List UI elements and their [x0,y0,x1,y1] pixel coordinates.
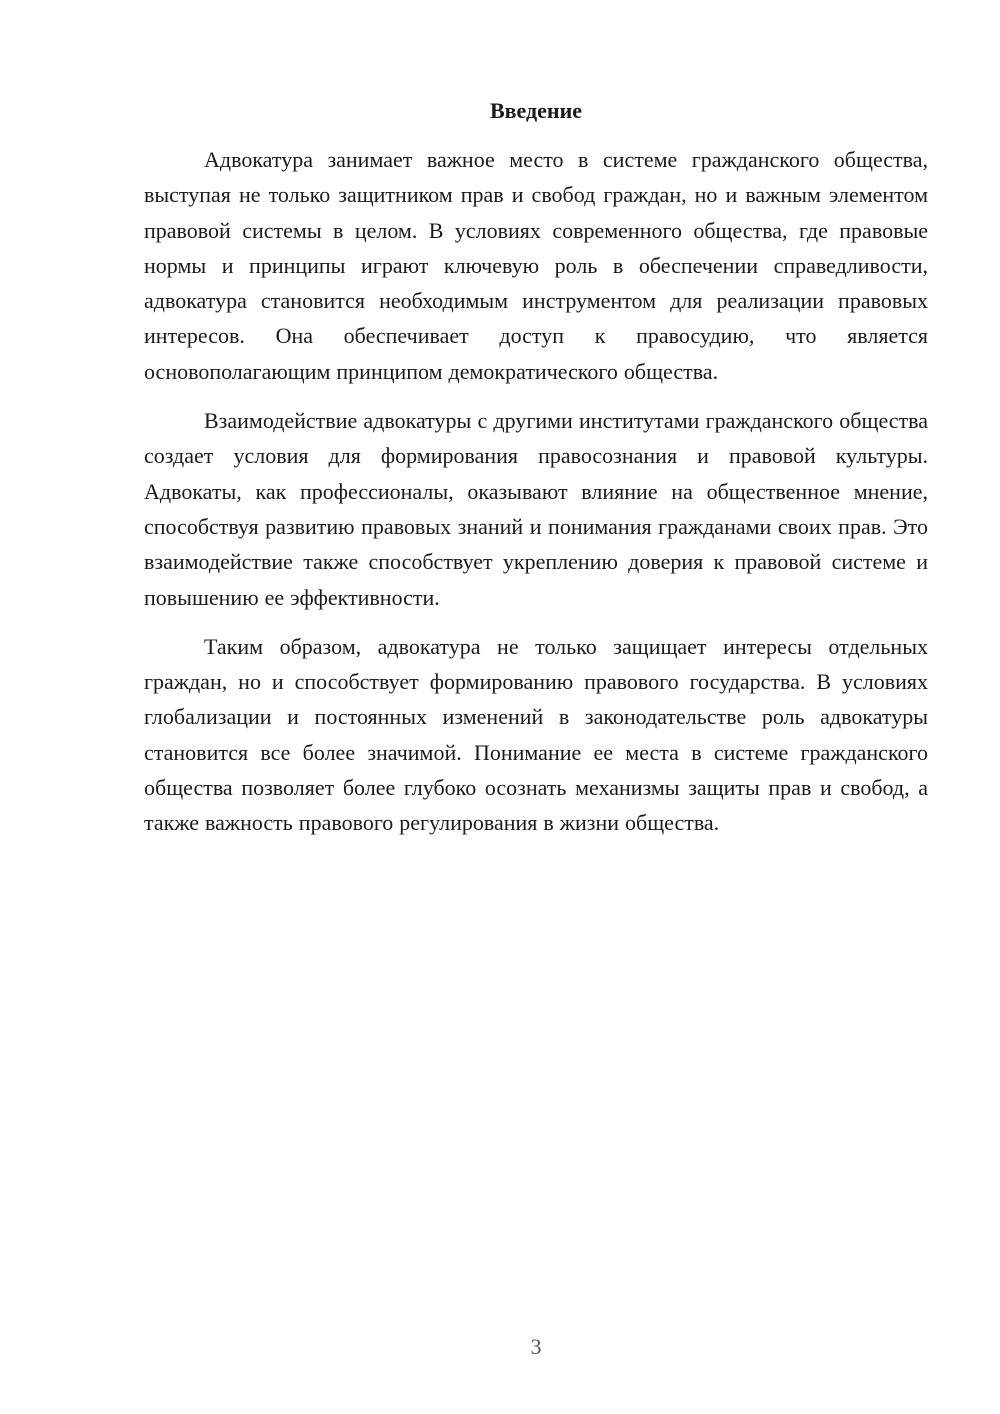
paragraph-1: Адвокатура занимает важное место в системе гражданского общества, выступая не только защитником прав и свобод граждан, но и важным элементом правовой системы в целом. В условиях современного общества, где правовые нормы и принципы играют ключевую роль в обеспечении справедливости, адвокатура становится необходимым инструментом для реализации правовых интересов. Она обеспечивает доступ к правосудию, что является основополагающим принципом демократического общества. [144,147,928,384]
paragraph-2: Взаимодействие адвокатуры с другими институтами гражданского общества создает условия для формирования правосознания и правовой культуры. Адвокаты, как профессионалы, оказывают влияние на общественное мнение, способствуя развитию правовых знаний и понимания гражданами своих прав. Это взаимодействие также способствует укреплению доверия к правовой системе и повышению ее эффективности. [144,408,928,610]
section-title: Введение [489,98,583,123]
page-number: 3 [530,1334,542,1359]
body-text [144,142,928,855]
paragraph-3: Таким образом, адвокатура не только защищает интересы отдельных граждан, но и способствует формированию правового государства. В условиях глобализации и постоянных изменений в законодательстве роль адвокатуры становится все более значимой. Понимание ее места в системе гражданского общества позволяет более глубоко осознать механизмы защиты прав и свобод, а также важность правового регулирования в жизни общества. [144,633,928,836]
